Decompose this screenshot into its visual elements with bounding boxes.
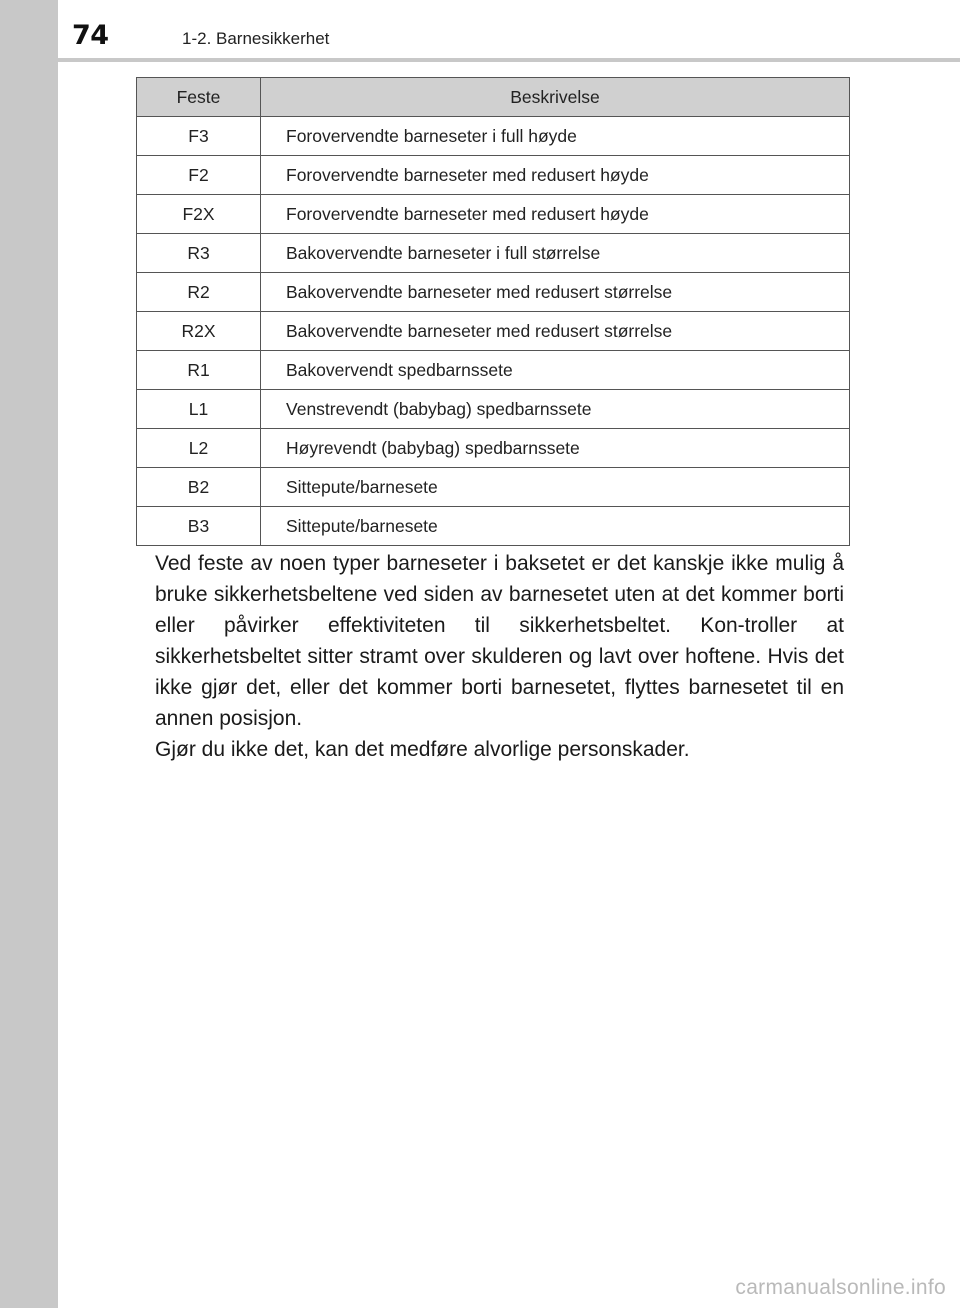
mount-code: R1 — [137, 351, 261, 390]
mount-description: Høyrevendt (babybag) spedbarnssete — [261, 429, 850, 468]
table-row — [137, 312, 850, 351]
mount-description: Bakovervendte barneseter med redusert størrelse — [261, 312, 850, 351]
page-number: 74 — [72, 20, 109, 51]
table-row — [137, 156, 850, 195]
mount-code: R3 — [137, 234, 261, 273]
table-row — [137, 117, 850, 156]
header-left-band — [0, 0, 58, 58]
mount-code: F3 — [137, 117, 261, 156]
mount-code: B2 — [137, 468, 261, 507]
mount-description: Sittepute/barnesete — [261, 507, 850, 546]
mount-type-table — [136, 77, 850, 546]
page-sidebar-band — [0, 0, 58, 1308]
table-row — [137, 429, 850, 468]
mount-description: Bakovervendte barneseter med redusert størrelse — [261, 273, 850, 312]
mount-code: B3 — [137, 507, 261, 546]
table-row — [137, 195, 850, 234]
table-row — [137, 234, 850, 273]
page-header — [0, 0, 960, 58]
mount-description: Forovervendte barneseter med redusert høyde — [261, 195, 850, 234]
mount-code: F2 — [137, 156, 261, 195]
mount-description: Forovervendte barneseter i full høyde — [261, 117, 850, 156]
warning-paragraph: Ved feste av noen typer barneseter i baksetet er det kanskje ikke mulig å bruke sikkerhetsbeltene ved siden av barnesetet uten at det kommer borti eller påvirker effektiviteten til sikkerhetsbeltet. Kon-troller at sikkerhetsbeltet sitter stramt over skulderen og lavt over hoftene. Hvis det ikke gjør det, eller det kommer borti barnesetet, flyttes barnesetet til en annen posisjon. — [155, 552, 844, 730]
body-text — [155, 548, 844, 765]
table-row — [137, 273, 850, 312]
mount-code: F2X — [137, 195, 261, 234]
mount-description: Venstrevendt (babybag) spedbarnssete — [261, 390, 850, 429]
mount-description: Forovervendte barneseter med redusert høyde — [261, 156, 850, 195]
mount-code: L1 — [137, 390, 261, 429]
table-header-row — [137, 78, 850, 117]
mount-code: R2X — [137, 312, 261, 351]
mount-code: L2 — [137, 429, 261, 468]
header-rule — [0, 58, 960, 62]
column-header-beskrivelse: Beskrivelse — [261, 78, 850, 117]
warning-consequence: Gjør du ikke det, kan det medføre alvorlige personskader. — [155, 738, 690, 761]
column-header-feste: Feste — [137, 78, 261, 117]
table-row — [137, 390, 850, 429]
watermark: carmanualsonline.info — [735, 1276, 946, 1299]
table-row — [137, 468, 850, 507]
mount-description: Bakovervendt spedbarnssete — [261, 351, 850, 390]
mount-description: Sittepute/barnesete — [261, 468, 850, 507]
section-title: 1-2. Barnesikkerhet — [182, 29, 330, 48]
mount-code: R2 — [137, 273, 261, 312]
table-row — [137, 507, 850, 546]
mount-description: Bakovervendte barneseter i full størrelse — [261, 234, 850, 273]
table-row — [137, 351, 850, 390]
